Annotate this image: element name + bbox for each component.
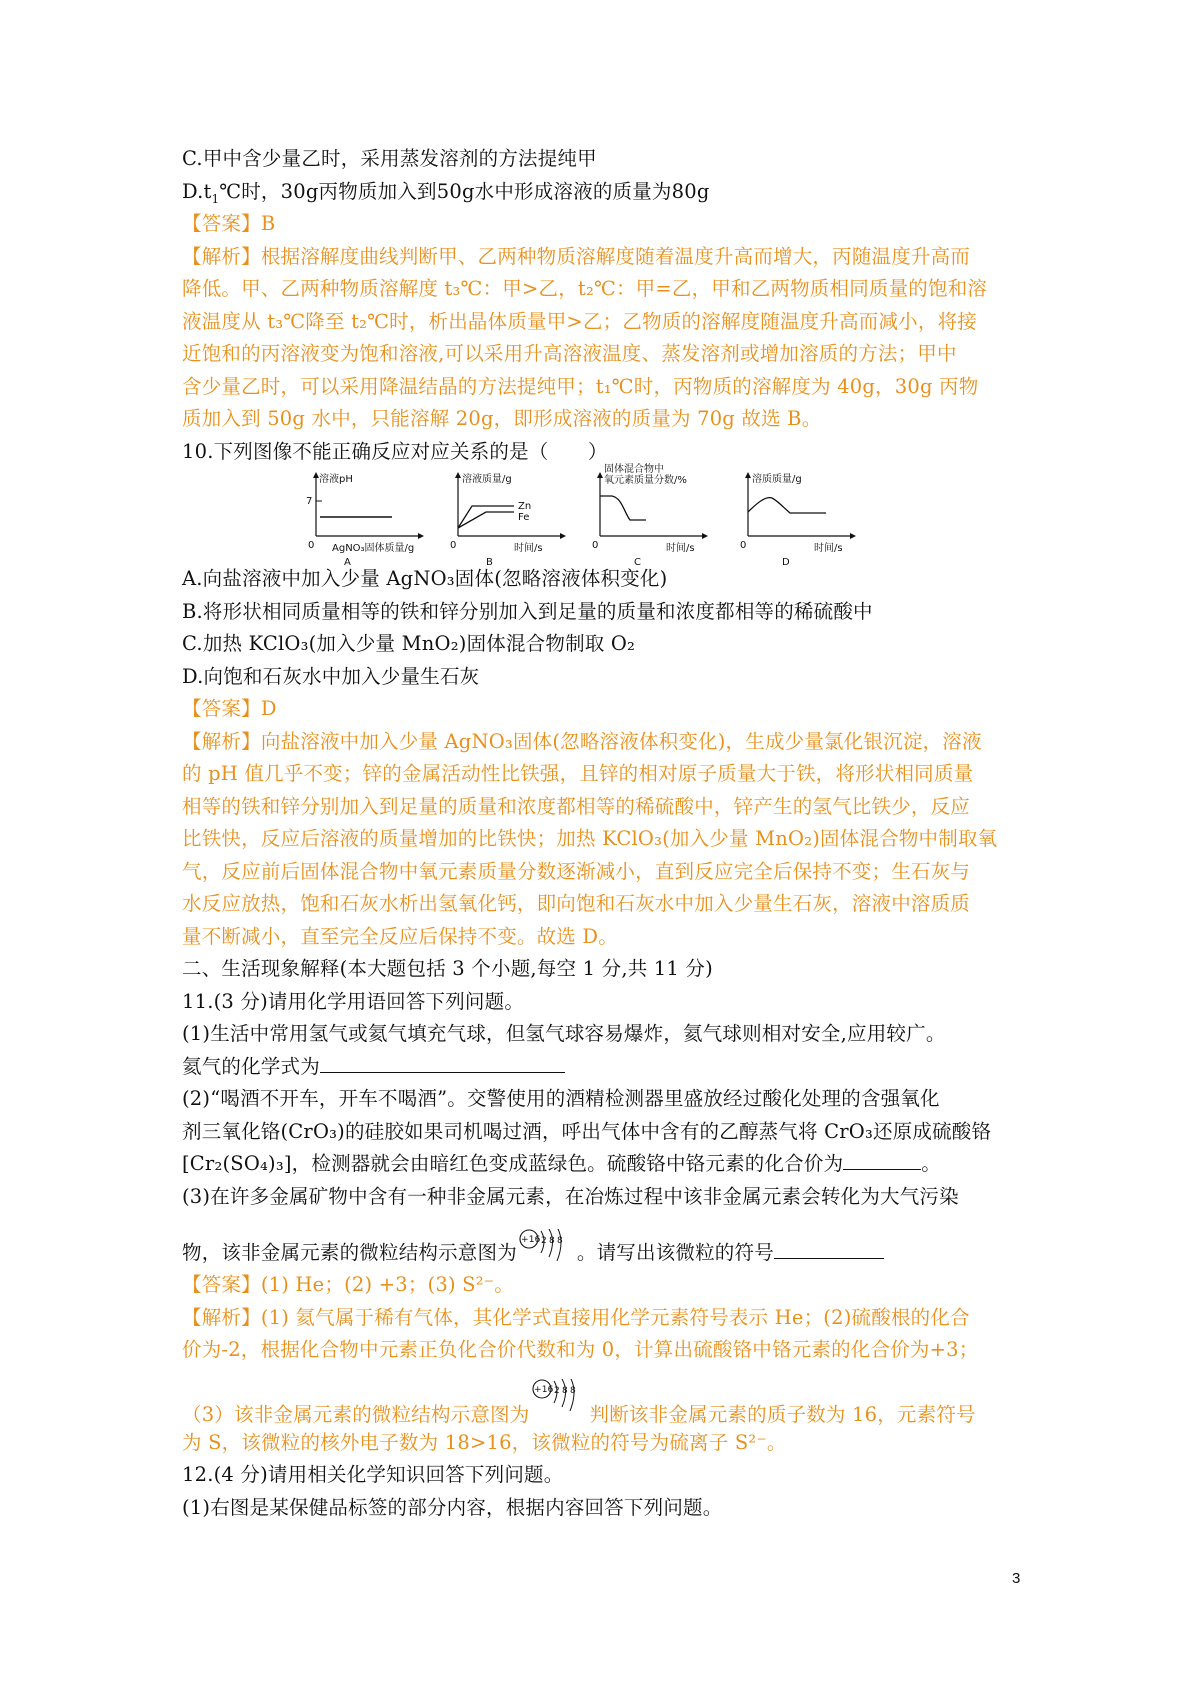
chart-c-series-line — [600, 496, 646, 520]
chart-d-xlabel: 时间/s — [814, 543, 843, 554]
chart-c-svg — [586, 464, 711, 568]
q11-p1-line1: (1)生活中常用氢气或氦气填充气球，但氢气球容易爆炸，氦气球则相对安全,应用较广。 — [182, 1022, 946, 1045]
atom-shell-3-count: 8 — [556, 1236, 563, 1246]
answer-value: B — [260, 212, 276, 235]
q10-answer — [182, 693, 1042, 726]
q11-p2-line3 — [182, 1148, 1042, 1181]
q10-option-c: C.加热 KClO₃(加入少量 MnO₂)固体混合物制取 O₂ — [182, 632, 636, 655]
q9-analysis-line — [182, 241, 1042, 274]
chart-d-ylabel: 溶质质量/g — [752, 474, 802, 485]
q11-p2-line1: (2)“喝酒不开车，开车不喝酒”。交警使用的酒精检测器里盛放经过酸化处理的含强氧化 — [182, 1087, 940, 1110]
q10-analysis-line: 量不断减小，直至完全反应后保持不变。故选 D。 — [182, 924, 618, 948]
q10-analysis-line: 气，反应前后固体混合物中氧元素质量分数逐渐减小，直到反应完全后保持不变；生石灰与 — [182, 859, 971, 883]
q11-blank-1[interactable] — [320, 1054, 565, 1073]
chart-a-svg — [302, 468, 427, 568]
chart-b-y-arrow — [455, 472, 461, 478]
chart-d — [734, 468, 859, 572]
chart-b-label: B — [486, 557, 493, 568]
q9-option-d-post: ℃时，30g丙物质加入到50g水中形成溶液的质量为80g — [219, 179, 710, 203]
page-content — [182, 143, 1042, 1524]
section-2-heading: 二、生活现象解释(本大题包括 3 个小题,每空 1 分,共 11 分) — [182, 957, 713, 980]
q11-analysis-line: 价为-2，根据化合物中元素正负化合价代数和为 0，计算出硫酸铬中铬元素的化合价为+3； — [182, 1338, 979, 1361]
q10-analysis-line: 水反应放热，饱和石灰水析出氢氧化钙，即向饱和石灰水中加入少量生石灰，溶液中溶质质 — [182, 892, 971, 915]
q10-option-d: D.向饱和石灰水中加入少量生石灰 — [182, 664, 480, 688]
chart-a-x-arrow — [418, 533, 424, 539]
answer-tag: 【答案】 — [182, 1273, 261, 1296]
q11-answer — [182, 1269, 1042, 1302]
chart-c-x-arrow — [702, 533, 708, 539]
q9-option-d-pre: D.t — [182, 179, 212, 203]
atom-nucleus-charge: +16 — [520, 1235, 541, 1245]
q11-p3-line1: (3)在许多金属矿物中含有一种非金属元素，在冶炼过程中该非金属元素会转化为大气污染 — [182, 1184, 959, 1208]
q10-analysis-line: 的 pH 值几乎不变；锌的金属活动性比铁强，且锌的相对原子质量大于铁，将形状相同质量 — [182, 762, 974, 785]
q10-analysis-line — [182, 726, 1042, 759]
analysis-text-pre: （3）该非金属元素的微粒结构示意图为 — [182, 1402, 530, 1426]
chart-d-y-arrow — [745, 472, 751, 478]
q11-p3-line2-pre: 物，该非金属元素的微粒结构示意图为 — [182, 1241, 517, 1264]
q11-analysis-line — [182, 1367, 1042, 1427]
atom-shell-2-count: 8 — [548, 1236, 555, 1246]
q12-p1: (1)右图是某保健品标签的部分内容，根据内容回答下列问题。 — [182, 1495, 723, 1519]
chart-a-label: A — [344, 557, 351, 568]
analysis-tag: 【解析】 — [182, 729, 261, 753]
chart-d-svg — [734, 468, 859, 568]
analysis-tag: 【解析】 — [182, 244, 261, 268]
chart-d-origin: 0 — [740, 540, 747, 551]
chart-b-legend-fe: Fe — [518, 512, 530, 523]
atom-structure-svg — [519, 1229, 575, 1265]
chart-c-xlabel: 时间/s — [666, 543, 695, 554]
atom-shell-1-count: 2 — [553, 1385, 560, 1396]
q9-analysis-line: 质加入到 50g 水中，只能溶解 20g，即形成溶液的质量为 70g 故选 B。 — [182, 407, 822, 430]
chart-b-origin: 0 — [450, 540, 457, 551]
chart-d-label: D — [782, 557, 790, 568]
chart-b-series-zn — [458, 506, 514, 528]
atom-structure-diagram — [519, 1219, 575, 1299]
chart-d-x-arrow — [850, 533, 856, 539]
chart-b-svg — [444, 468, 569, 568]
q11-p3-line2 — [182, 1213, 1042, 1269]
chart-c-origin: 0 — [592, 540, 599, 551]
q9-option-c: C.甲中含少量乙时，采用蒸发溶剂的方法提纯甲 — [182, 147, 597, 170]
chart-c-ylabel-2: 氧元素质量分数/% — [604, 475, 687, 486]
atom-nucleus-charge: +16 — [533, 1384, 554, 1395]
q11-blank-2[interactable] — [843, 1151, 921, 1170]
q9-analysis-line: 近饱和的丙溶液变为饱和溶液,可以采用升高溶液温度、蒸发溶剂或增加溶质的方法；甲中 — [182, 342, 957, 365]
analysis-text: (1) 氦气属于稀有气体，其化学式直接用化学元素符号表示 He；(2)硫酸根的化合 — [260, 1305, 970, 1329]
chart-c-ylabel-1: 固体混合物中 — [604, 464, 664, 475]
q9-answer — [182, 208, 1042, 241]
atom-structure-svg-2 — [532, 1379, 588, 1415]
atom-shell-3-count: 8 — [569, 1385, 576, 1396]
q10-option-a: A.向盐溶液中加入少量 AgNO₃固体(忽略溶液体积变化) — [182, 567, 668, 590]
answer-tag: 【答案】 — [182, 697, 261, 720]
chart-b-xlabel: 时间/s — [514, 543, 543, 554]
atom-shell-2-count: 8 — [561, 1385, 568, 1396]
atom-shell-1-count: 2 — [540, 1236, 547, 1246]
chart-b-x-arrow — [560, 533, 566, 539]
q9-option-d-sub: 1 — [211, 191, 220, 206]
q10-option-b: B.将形状相同质量相等的铁和锌分别加入到足量的质量和浓度都相等的稀硫酸中 — [182, 599, 873, 623]
chart-c-y-arrow — [597, 472, 603, 478]
q9-analysis-line: 降低。甲、乙两种物质溶解度 t₃℃：甲>乙，t₂℃：甲=乙，甲和乙两物质相同质量的饱和溶 — [182, 277, 988, 300]
q11-p2-line3-end: 。 — [921, 1152, 941, 1175]
q11-p2-line2: 剂三氧化铬(CrO₃)的硅胶如果司机喝过酒，呼出气体中含有的乙醇蒸气将 CrO₃还原成硫酸铬 — [182, 1119, 992, 1143]
q11-p2-line3-text: [Cr₂(SO₄)₃]，检测器就会由暗红色变成蓝绿色。硫酸铬中铬元素的化合价为 — [182, 1152, 844, 1175]
q11-stem: 11.(3 分)请用化学用语回答下列问题。 — [182, 989, 525, 1013]
chart-a-ylabel: 溶液pH — [319, 474, 353, 485]
page-number: 3 — [1012, 1570, 1021, 1587]
q10-analysis-line: 相等的铁和锌分别加入到足量的质量和浓度都相等的稀硫酸中，锌产生的氢气比铁少，反应 — [182, 794, 971, 818]
q11-p1-line2-text: 氦气的化学式为 — [182, 1054, 320, 1078]
q9-option-d — [182, 176, 1042, 209]
q11-analysis-line — [182, 1302, 1042, 1335]
q9-analysis-line: 液温度从 t₃℃降至 t₂℃时，析出晶体质量甲>乙；乙物质的溶解度随温度升高而减小，将接 — [182, 309, 977, 333]
chart-a — [302, 468, 427, 572]
q11-p3-line2-post: 。请写出该微粒的符号 — [576, 1241, 774, 1264]
chart-a-xlabel: AgNO₃固体质量/g — [332, 543, 415, 554]
q11-analysis-line: 为 S，该微粒的核外电子数为 18>16，该微粒的符号为硫离子 S²⁻。 — [182, 1430, 787, 1454]
answer-value: (1) He；(2) +3；(3) S²⁻。 — [260, 1273, 514, 1296]
chart-c-label: C — [634, 557, 641, 568]
chart-b-ylabel: 溶液质量/g — [462, 474, 512, 485]
q11-blank-3[interactable] — [774, 1240, 884, 1259]
chart-b — [444, 468, 569, 572]
chart-a-tick-7: 7 — [306, 496, 313, 507]
analysis-text-post: 判断该非金属元素的质子数为 16，元素符号 — [589, 1402, 976, 1426]
answer-tag: 【答案】 — [182, 212, 261, 235]
q12-stem: 12.(4 分)请用相关化学知识回答下列问题。 — [182, 1463, 564, 1486]
chart-a-origin: 0 — [308, 540, 315, 551]
q10-analysis-line: 比铁快，反应后溶液的质量增加的比铁快；加热 KClO₃(加入少量 MnO₂)固体混合物中制取氧 — [182, 827, 998, 850]
q10-stem: 10.下列图像不能正确反应对应关系的是（ ） — [182, 439, 608, 463]
analysis-text: 根据溶解度曲线判断甲、乙两种物质溶解度随着温度升高而增大，丙随温度升高而 — [260, 244, 971, 268]
analysis-text: 向盐溶液中加入少量 AgNO₃固体(忽略溶液体积变化)，生成少量氯化银沉淀，溶液 — [260, 729, 982, 753]
analysis-tag: 【解析】 — [182, 1305, 261, 1329]
chart-c — [586, 464, 711, 572]
q9-analysis-line: 含少量乙时，可以采用降温结晶的方法提纯甲；t₁℃时，丙物质的溶解度为 40g，30g 丙物 — [182, 374, 979, 398]
q11-p1-line2 — [182, 1051, 1042, 1084]
chart-b-legend-zn: Zn — [518, 501, 532, 512]
answer-value: D — [260, 697, 277, 720]
chart-d-series-line — [748, 498, 826, 513]
q10-charts — [302, 464, 922, 568]
